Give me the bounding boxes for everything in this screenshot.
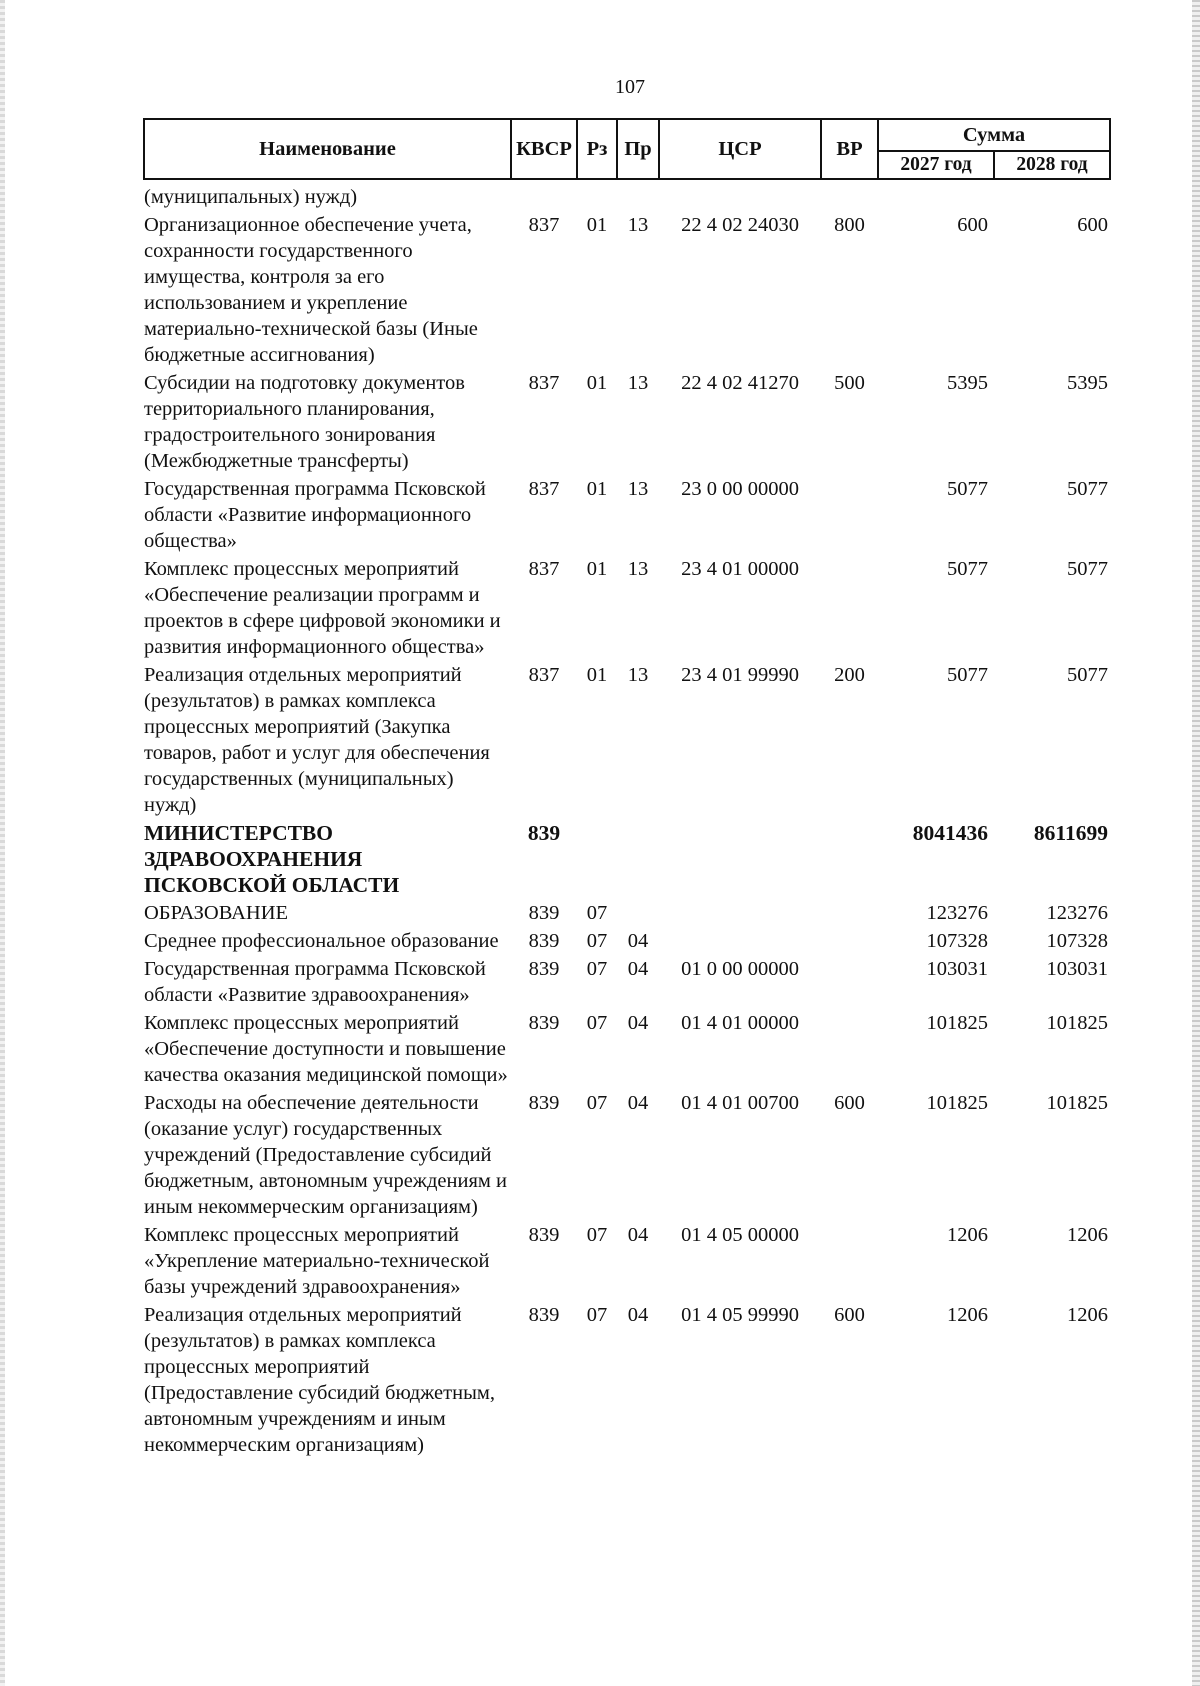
cell-sum-2027: 123276 — [926, 902, 988, 924]
cell-kvsr: 839 — [528, 1012, 560, 1034]
cell-sum-2028: 101825 — [1046, 1012, 1108, 1034]
table-body — [144, 179, 1110, 1458]
cell-name: Комплекс процессных мероприятий «Обеспечение реализации программ и проектов в сфере цифровой экономики и развития информационного общества» — [144, 558, 501, 658]
cell-sum-2028: 600 — [1077, 214, 1108, 236]
cell-pr — [617, 898, 659, 926]
cell-sum-2027 — [878, 179, 994, 210]
cell-name: Комплекс процессных мероприятий «Обеспечение доступности и повышение качества оказания медицинской помощи» — [144, 1012, 508, 1086]
table-row — [144, 1220, 1110, 1300]
cell-rz — [577, 818, 617, 898]
cell-pr: 04 — [627, 1304, 649, 1326]
table-row — [144, 1008, 1110, 1088]
cell-sum-2027: 5395 — [947, 372, 988, 394]
cell-rz: 07 — [586, 958, 608, 980]
cell-sum-2027: 1206 — [947, 1224, 988, 1246]
cell-csr — [659, 926, 821, 954]
cell-sum-2028: 5077 — [1067, 478, 1108, 500]
cell-sum-2027: 1206 — [947, 1304, 988, 1326]
cell-vr — [821, 474, 878, 554]
cell-rz: 01 — [586, 558, 608, 580]
table-row — [144, 179, 1110, 210]
cell-kvsr: 837 — [528, 214, 560, 236]
cell-kvsr: 839 — [528, 958, 560, 980]
cell-name: Организационное обеспечение учета, сохранности государственного имущества, контроля за его использованием и укрепление материально-технической базы (Иные бюджетные ассигнования) — [144, 214, 478, 366]
cell-rz: 07 — [586, 1224, 608, 1246]
table-row — [144, 1300, 1110, 1458]
cell-kvsr — [511, 179, 577, 210]
cell-rz: 01 — [586, 372, 608, 394]
table-row — [144, 660, 1110, 818]
cell-rz: 01 — [586, 478, 608, 500]
cell-csr — [659, 818, 821, 898]
header-name: Наименование — [144, 119, 511, 179]
cell-pr: 04 — [627, 930, 649, 952]
cell-csr: 01 4 05 99990 — [681, 1304, 799, 1326]
cell-pr: 13 — [627, 558, 649, 580]
cell-csr: 01 4 01 00000 — [681, 1012, 799, 1034]
cell-rz: 07 — [586, 930, 608, 952]
cell-vr: 600 — [834, 1304, 865, 1326]
cell-csr: 23 4 01 99990 — [681, 664, 799, 686]
cell-kvsr: 839 — [528, 1092, 560, 1114]
cell-pr: 13 — [627, 214, 649, 236]
cell-sum-2028: 5395 — [1067, 372, 1108, 394]
cell-pr: 04 — [627, 1012, 649, 1034]
cell-csr: 22 4 02 24030 — [681, 214, 799, 236]
table-row — [144, 898, 1110, 926]
cell-sum-2028: 103031 — [1046, 958, 1108, 980]
cell-vr: 600 — [834, 1092, 865, 1114]
cell-vr: 800 — [834, 214, 865, 236]
cell-vr — [821, 926, 878, 954]
cell-kvsr: 839 — [528, 902, 560, 924]
cell-name: Расходы на обеспечение деятельности (оказание услуг) государственных учреждений (Предоставление субсидий бюджетным, автономным учреждениям и иным некоммерческим организациям) — [144, 1092, 507, 1218]
cell-pr: 04 — [627, 1092, 649, 1114]
cell-kvsr: 837 — [528, 478, 560, 500]
cell-vr: 200 — [834, 664, 865, 686]
cell-sum-2028 — [994, 179, 1110, 210]
cell-pr: 04 — [627, 1224, 649, 1246]
cell-sum-2027: 107328 — [926, 930, 988, 952]
cell-rz: 01 — [586, 214, 608, 236]
cell-kvsr: 839 — [527, 821, 561, 845]
cell-sum-2028: 5077 — [1067, 558, 1108, 580]
cell-rz: 07 — [586, 902, 608, 924]
cell-vr — [821, 179, 878, 210]
page-number: 107 — [615, 76, 645, 98]
cell-name: Среднее профессиональное образование — [144, 930, 499, 952]
cell-sum-2028: 5077 — [1067, 664, 1108, 686]
table-row — [144, 1088, 1110, 1220]
cell-rz: 07 — [586, 1304, 608, 1326]
table-row — [144, 210, 1110, 368]
cell-pr: 13 — [627, 372, 649, 394]
cell-csr — [659, 898, 821, 926]
cell-sum-2027: 5077 — [947, 558, 988, 580]
table-row — [144, 554, 1110, 660]
header-year-2028: 2028 год — [994, 151, 1110, 179]
cell-name: ОБРАЗОВАНИЕ — [144, 902, 289, 924]
header-pr: Пр — [617, 119, 659, 179]
header-csr: ЦСР — [659, 119, 821, 179]
cell-pr: 13 — [627, 478, 649, 500]
table-row — [144, 818, 1110, 898]
cell-vr — [821, 1220, 878, 1300]
cell-kvsr: 837 — [528, 558, 560, 580]
cell-name: Государственная программа Псковской области «Развитие информационного общества» — [144, 478, 486, 552]
cell-csr: 01 4 01 00700 — [681, 1092, 799, 1114]
cell-sum-2028: 107328 — [1046, 930, 1108, 952]
cell-sum-2028: 1206 — [1067, 1224, 1108, 1246]
cell-csr: 22 4 02 41270 — [681, 372, 799, 394]
cell-kvsr: 837 — [528, 372, 560, 394]
cell-name: Реализация отдельных мероприятий (результатов) в рамках комплекса процессных мероприятий (Предоставление субсидий бюджетным, автономным учреждениям и иным некоммерческим организациям) — [144, 1304, 495, 1456]
cell-rz: 07 — [586, 1012, 608, 1034]
header-vr: ВР — [821, 119, 878, 179]
table-row — [144, 474, 1110, 554]
cell-csr: 23 0 00 00000 — [681, 478, 799, 500]
cell-csr: 01 4 05 00000 — [681, 1224, 799, 1246]
header-rz: Рз — [577, 119, 617, 179]
cell-vr — [821, 898, 878, 926]
cell-sum-2027: 103031 — [926, 958, 988, 980]
cell-pr: 04 — [627, 958, 649, 980]
cell-name: Реализация отдельных мероприятий (результатов) в рамках комплекса процессных мероприятий (Закупка товаров, работ и услуг для обеспечения государственных (муниципальных) нужд) — [144, 664, 490, 816]
cell-pr — [617, 179, 659, 210]
cell-kvsr: 839 — [528, 930, 560, 952]
cell-sum-2027: 101825 — [926, 1012, 988, 1034]
cell-pr: 13 — [627, 664, 649, 686]
cell-csr — [659, 179, 821, 210]
scan-edge-right — [1192, 0, 1200, 1686]
cell-kvsr: 837 — [528, 664, 560, 686]
cell-pr — [617, 818, 659, 898]
cell-sum-2028: 101825 — [1046, 1092, 1108, 1114]
cell-vr — [821, 1008, 878, 1088]
scan-edge-left — [0, 0, 5, 1686]
cell-sum-2028: 8611699 — [1033, 821, 1108, 845]
table-row — [144, 926, 1110, 954]
cell-name: (муниципальных) нужд) — [144, 186, 358, 208]
table-row — [144, 368, 1110, 474]
cell-name: Государственная программа Псковской области «Развитие здравоохранения» — [144, 958, 486, 1006]
cell-sum-2028: 1206 — [1067, 1304, 1108, 1326]
cell-vr — [821, 554, 878, 660]
cell-sum-2027: 5077 — [947, 664, 988, 686]
cell-rz — [577, 179, 617, 210]
cell-vr — [821, 818, 878, 898]
header-kvsr: КВСР — [511, 119, 577, 179]
cell-sum-2027: 5077 — [947, 478, 988, 500]
cell-csr: 01 0 00 00000 — [681, 958, 799, 980]
budget-table — [143, 118, 1111, 1458]
cell-kvsr: 839 — [528, 1304, 560, 1326]
cell-sum-2027: 8041436 — [912, 821, 988, 845]
cell-name: МИНИСТЕРСТВО ЗДРАВООХРАНЕНИЯ ПСКОВСКОЙ ОБЛАСТИ — [144, 821, 400, 897]
cell-csr: 23 4 01 00000 — [681, 558, 799, 580]
cell-vr: 500 — [834, 372, 865, 394]
cell-rz: 01 — [586, 664, 608, 686]
cell-vr — [821, 954, 878, 1008]
header-sum: Сумма — [878, 119, 1110, 151]
table-row — [144, 954, 1110, 1008]
header-year-2027: 2027 год — [878, 151, 994, 179]
cell-rz: 07 — [586, 1092, 608, 1114]
cell-sum-2027: 600 — [957, 214, 988, 236]
cell-sum-2028: 123276 — [1046, 902, 1108, 924]
cell-sum-2027: 101825 — [926, 1092, 988, 1114]
cell-name: Комплекс процессных мероприятий «Укрепление материально-технической базы учреждений здравоохранения» — [144, 1224, 490, 1298]
cell-kvsr: 839 — [528, 1224, 560, 1246]
cell-name: Субсидии на подготовку документов территориального планирования, градостроительного зонирования (Межбюджетные трансферты) — [144, 372, 465, 472]
